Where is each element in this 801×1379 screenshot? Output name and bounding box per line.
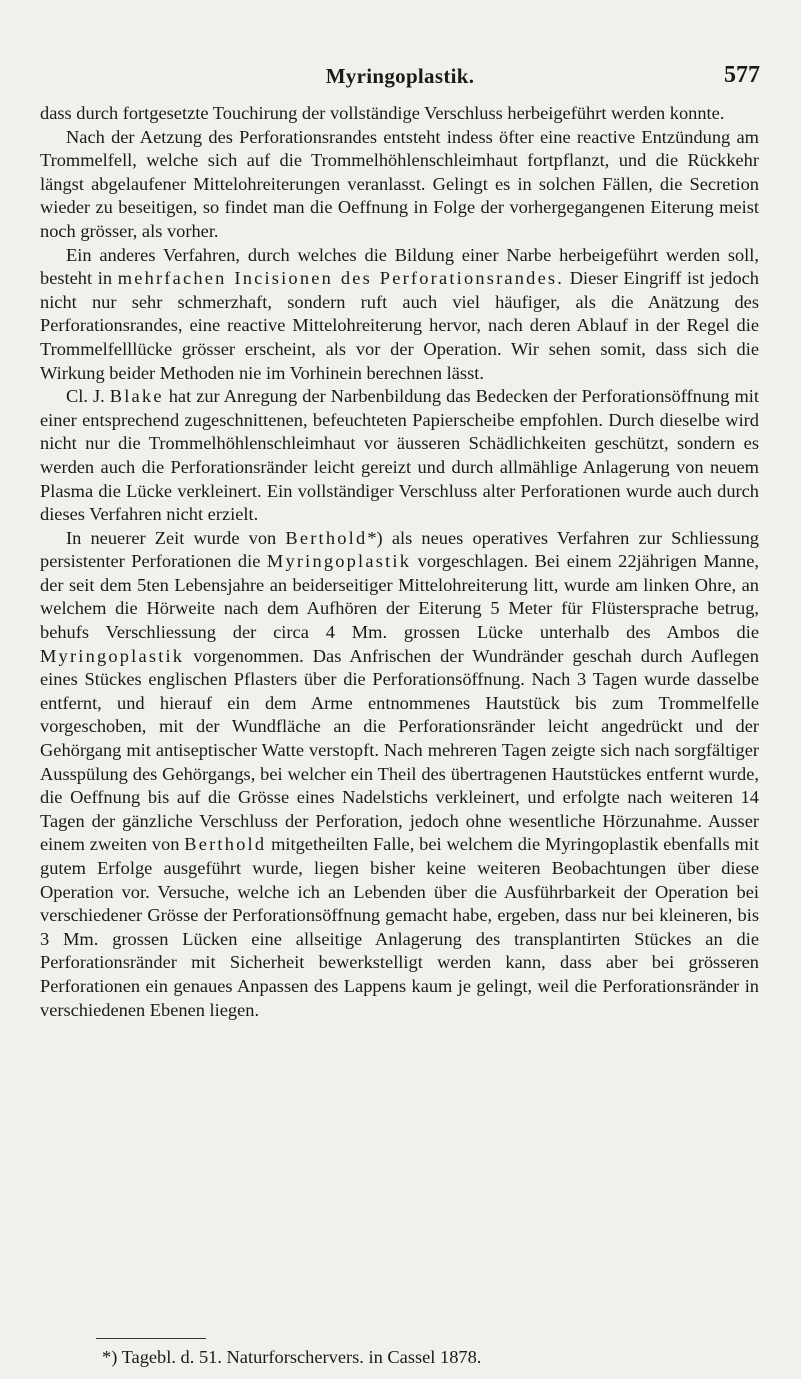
paragraph-4-text-a: Cl. J.: [66, 386, 110, 407]
paragraph-3-text-b: Dieser Eingriff ist jedoch nicht nur sehr schmerzhaft, sondern ruft auch viel häufiger, als die Anätzung des Perforationsrandes, eine reactive Mittelohreiterung hervor, nach deren Ablauf in der Regel die Trommelfelllücke grösser erscheint, als vor der Operation. Wir sehen somit, dass sich die Wirkung beider Methoden nie im Vorhinein berechnen lässt.: [40, 268, 760, 383]
paragraph-5-text-b: *) als neues operatives Verfahren zur Schliessung persistenter Perforationen die: [40, 527, 759, 572]
term-myringoplastik-2: Myringoplastik: [40, 645, 185, 666]
author-name-blake: Blake: [109, 386, 164, 407]
paragraph-3-text-a: Ein anderes Verfahren, durch welches die Bildung einer Narbe herbeigeführt werden soll, besteht in: [40, 244, 759, 289]
paragraph-5: [40, 527, 759, 1022]
paragraph-1: [40, 102, 759, 126]
paragraph-3-emphasis: mehrfachen Incisionen des Perforationsrandes.: [117, 268, 565, 289]
paragraph-5-text-d: vorgenommen. Das Anfrischen der Wundränder geschah durch Auflegen eines Stückes englischen Pflasters über die Perforationsöffnung. Nach 3 Tagen wurde dasselbe entfernt, und hierauf ein dem Arme entnommenes Hautstück bis zum Trommelfelle vorgeschoben, mit der Wundfläche an die Perforationsränder leicht angedrückt und der Gehörgang mit antiseptischer Watte verstopft. Nach mehreren Tagen zeigte sich nach sorgfältiger Ausspülung des Gehörgangs, bei welcher ein Theil des übertragenen Hautstückes entfernt wurde, die Oeffnung bis auf die Grösse eines Nadelstichs verkleinert, und erfolgte nach weiteren 14 Tagen der gänzliche Verschluss der Perforation, jedoch ohne wesentliche Hörzunahme. Ausser einem zweiten von: [40, 645, 759, 855]
paragraph-3: [40, 244, 759, 386]
page-title: Myringoplastik.: [325, 64, 475, 88]
paragraph-4-text-b: hat zur Anregung der Narbenbildung das Bedecken der Perforationsöffnung mit einer entsprechend zugeschnittenen, befeuchteten Papierscheibe empfohlen. Durch dieselbe wird nicht nur die Trommelhöhlenschleimhaut vor äusseren Schädlichkeiten geschützt, sondern es werden auch die Perforationsränder leicht gereizt und durch allmählige Anlagerung von neuem Plasma die Lücke verkleinert. Ein vollständiger Verschluss alter Perforationen wurde auch durch dieses Verfahren nicht erzielt.: [40, 386, 759, 525]
page-number: 577: [724, 62, 760, 88]
paragraph-2: [40, 126, 759, 244]
term-myringoplastik: Myringoplastik: [266, 551, 412, 572]
paragraph-5-text-a: In neuerer Zeit wurde von: [66, 527, 286, 548]
paragraph-5-text-c: vorgeschlagen. Bei einem 22jährigen Manne, der seit dem 5ten Lebensjahre an beiderseitiger Mittelohreiterung litt, wurde am linken Ohre, an welchem die Hörweite nach dem Aufhören der Eiterung 5 Meter für Flüstersprache betrug, behufs Verschliessung der circa 4 Mm. grossen Lücke unterhalb des Ambos die: [40, 551, 759, 643]
author-name-berthold: Berthold: [285, 527, 368, 548]
footnote-divider: [96, 1338, 206, 1339]
footnote: *) Tagebl. d. 51. Naturforschervers. in Cassel 1878.: [102, 1347, 482, 1367]
paragraph-4: [40, 385, 759, 527]
paragraph-2-text: Nach der Aetzung des Perforationsrandes entsteht indess öfter eine reactive Entzündung am Trommelfell, welche sich auf die Trommelhöhlenschleimhaut fortpflanzt, und die Rückkehr längst abgelaufener Mittelohreiterungen veranlasst. Gelingt es in solchen Fällen, die Secretion wieder zu beseitigen, so findet man die Oeffnung in Folge der vorhergegangenen Eiterung meist noch grösser, als vorher.: [40, 126, 759, 241]
running-head: [40, 64, 760, 92]
author-name-berthold-2: Berthold: [184, 834, 267, 855]
body-text: [40, 102, 759, 1022]
paragraph-1-text: dass durch fortgesetzte Touchirung der vollständige Verschluss herbeigeführt werden konnte.: [40, 103, 725, 123]
paragraph-5-text-e: mitgetheilten Falle, bei welchem die Myringoplastik ebenfalls mit gutem Erfolge ausgeführt wurde, liegen bisher keine weiteren Beobachtungen über diese Operation vor. Versuche, welche ich an Lebenden über die Ausführbarkeit der Operation bei verschiedener Grösse der Perforationsöffnung gemacht habe, ergeben, dass nur bei kleineren, bis 3 Mm. grossen Lücken eine allseitige Anlagerung des transplantirten Stückes an die Perforationsränder mit Sicherheit bewerkstelligt werden kann, dass aber bei grösseren Perforationen ein genaues Anpassen des Lappens kaum je gelingt, weil die Perforationsränder in verschiedenen Ebenen liegen.: [40, 834, 760, 1020]
